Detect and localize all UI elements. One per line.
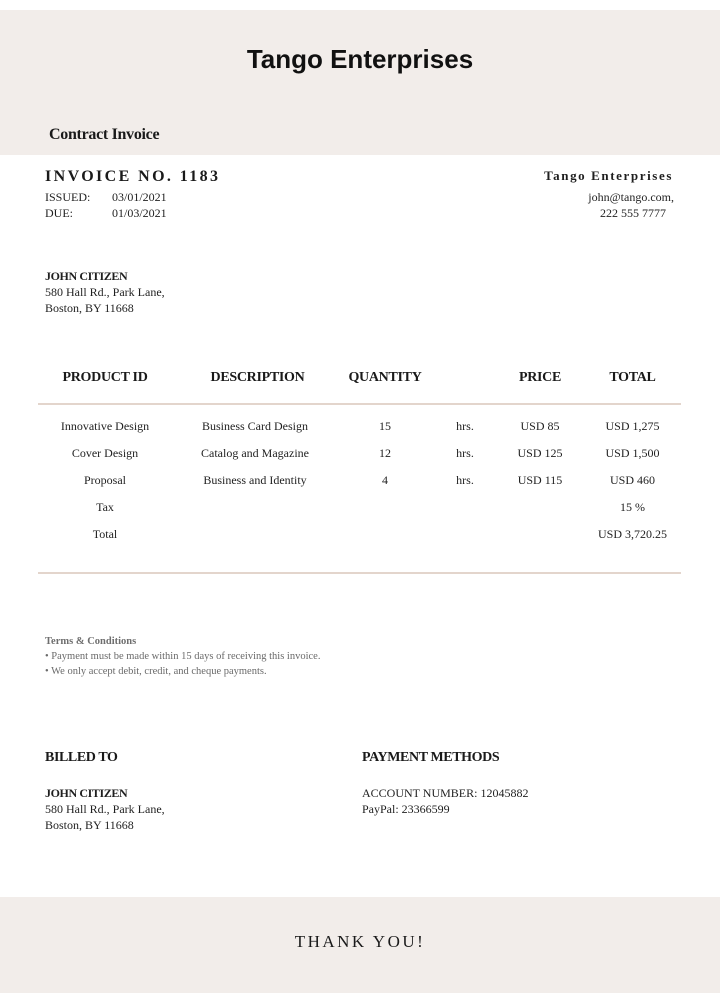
quantity-cell: 12: [379, 446, 391, 460]
description-cell: Business and Identity: [203, 473, 307, 487]
company-title: Tango Enterprises: [246, 44, 474, 74]
terms-item: • We only accept debit, credit, and cheque payments.: [45, 666, 267, 677]
unit-cell: hrs.: [456, 446, 474, 460]
terms-and-conditions: [45, 634, 320, 679]
total-cell: USD 1,275: [605, 419, 660, 433]
sender-email: john@tango.com,: [588, 190, 674, 204]
billed-to-address: [45, 785, 165, 833]
description-cell: Business Card Design: [202, 419, 308, 433]
due-date: 01/03/2021: [112, 206, 167, 220]
product-id-cell: Proposal: [84, 473, 126, 487]
billed-to-name: JOHN CITIZEN: [45, 786, 128, 800]
payment-methods-title: PAYMENT METHODS: [362, 750, 500, 765]
column-header-quantity: QUANTITY: [348, 370, 422, 385]
billed-to-address-line2: Boston, BY 11668: [45, 818, 134, 832]
total-cell: USD 1,500: [605, 446, 660, 460]
sender-phone: 222 555 7777: [600, 206, 666, 220]
column-header-price: PRICE: [518, 370, 562, 385]
quantity-cell: 4: [382, 473, 388, 487]
price-cell: USD 85: [520, 419, 560, 433]
billed-to-address-line1: 580 Hall Rd., Park Lane,: [45, 802, 165, 816]
client-address-line2: Boston, BY 11668: [45, 301, 134, 315]
invoice-number: INVOICE NO. 1183: [45, 168, 221, 185]
column-header-description: DESCRIPTION: [210, 370, 305, 385]
table-header-divider: [38, 403, 681, 405]
unit-cell: hrs.: [456, 473, 474, 487]
paypal-id: PayPal: 23366599: [362, 802, 450, 816]
total-cell: USD 460: [609, 473, 655, 487]
product-id-cell: Innovative Design: [60, 419, 150, 433]
tax-value: 15 %: [620, 500, 645, 514]
quantity-cell: 15: [379, 419, 391, 433]
payment-info: [362, 785, 528, 817]
client-name: JOHN CITIZEN: [45, 269, 128, 283]
sender-company: Tango Enterprises: [544, 168, 673, 183]
price-cell: USD 115: [517, 473, 563, 487]
column-header-total: TOTAL: [609, 370, 656, 385]
thank-you-message: THANK YOU!: [294, 932, 426, 951]
issued-date: 03/01/2021: [112, 190, 167, 204]
grand-total-label: Total: [92, 527, 118, 541]
unit-cell: hrs.: [456, 419, 474, 433]
document-subtitle: Contract Invoice: [49, 126, 160, 143]
due-date-row: [45, 206, 167, 221]
price-cell: USD 125: [517, 446, 563, 460]
column-header-product-id: PRODUCT ID: [62, 370, 148, 385]
product-id-cell: Cover Design: [71, 446, 139, 460]
table-footer-divider: [38, 572, 681, 574]
billed-to-title: BILLED TO: [45, 750, 118, 765]
client-address: [45, 268, 165, 316]
due-label: DUE:: [45, 206, 73, 220]
client-address-line1: 580 Hall Rd., Park Lane,: [45, 285, 165, 299]
terms-title: Terms & Conditions: [45, 636, 137, 647]
issued-label: ISSUED:: [45, 190, 91, 204]
tax-label: Tax: [96, 500, 114, 514]
terms-item: • Payment must be made within 15 days of receiving this invoice.: [45, 651, 321, 662]
description-cell: Catalog and Magazine: [201, 446, 309, 460]
issued-date-row: [45, 190, 167, 205]
account-number: ACCOUNT NUMBER: 12045882: [362, 786, 529, 800]
grand-total-value: USD 3,720.25: [597, 527, 667, 541]
